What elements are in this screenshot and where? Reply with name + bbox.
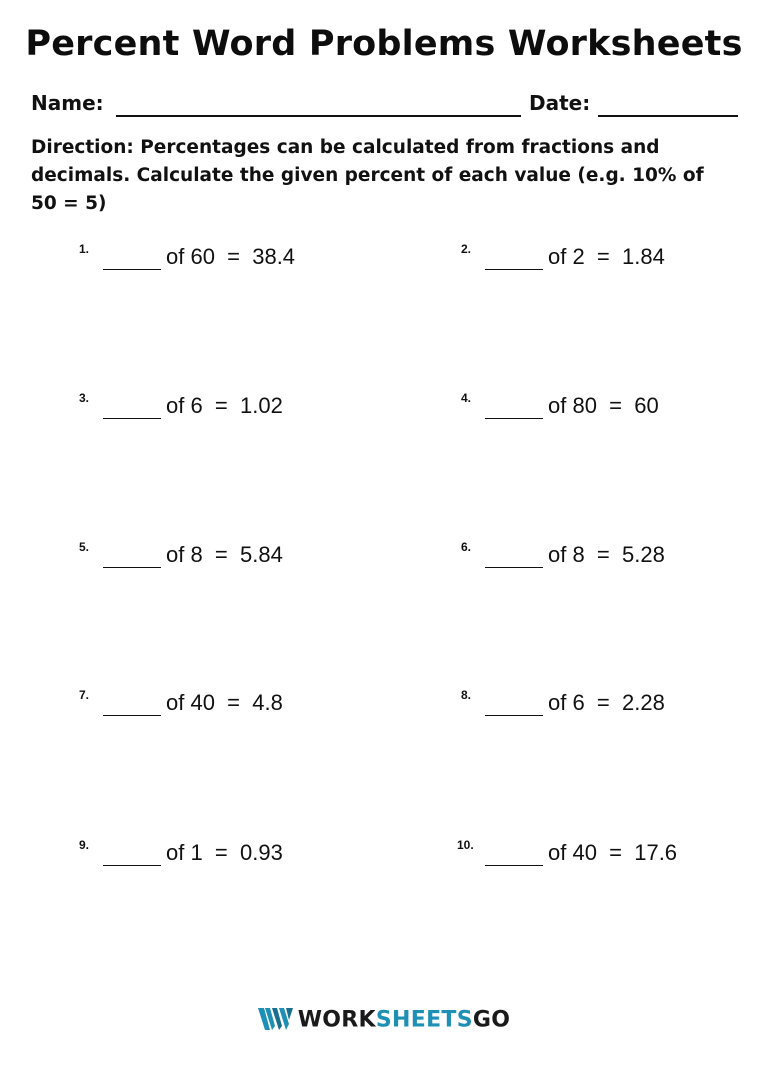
- problem-item: [457, 838, 761, 878]
- date-field[interactable]: [598, 115, 738, 117]
- problem-number: 5.: [79, 540, 90, 554]
- answer-blank[interactable]: [103, 865, 161, 866]
- brand-text-sheets: SHEETS: [375, 1007, 473, 1033]
- problem-expression: of 6 = 2.28: [548, 690, 665, 715]
- problem-item: [461, 391, 761, 431]
- problem-expression: of 8 = 5.28: [548, 542, 665, 567]
- problem-number: 10.: [457, 838, 474, 852]
- problem-number: 7.: [79, 688, 90, 702]
- answer-blank[interactable]: [103, 567, 161, 568]
- problem-item: [79, 838, 379, 878]
- brand-text-go: GO: [472, 1007, 511, 1033]
- direction-text: Direction: Percentages can be calculated from fractions and decimals. Calculate the given percent of each value (e.g. 10% of 50 = 5): [31, 137, 704, 214]
- problem-number: 9.: [79, 838, 90, 852]
- answer-blank[interactable]: [485, 418, 543, 419]
- problem-expression: of 8 = 5.84: [166, 542, 283, 567]
- name-field[interactable]: [116, 115, 521, 117]
- brand-text-work: WORK: [297, 1007, 376, 1033]
- problem-item: [461, 540, 761, 580]
- problem-number: 3.: [79, 391, 90, 405]
- answer-blank[interactable]: [485, 715, 543, 716]
- problem-item: [79, 540, 379, 580]
- answer-blank[interactable]: [485, 567, 543, 568]
- problem-number: 1.: [79, 242, 90, 256]
- problem-number: 6.: [461, 540, 472, 554]
- worksheetsgo-logo-icon: [258, 1006, 294, 1034]
- problem-number: 4.: [461, 391, 472, 405]
- problem-expression: of 40 = 17.6: [548, 840, 678, 865]
- answer-blank[interactable]: [103, 418, 161, 419]
- problem-expression: of 80 = 60: [548, 393, 659, 418]
- problem-item: [79, 688, 379, 728]
- problem-expression: of 60 = 38.4: [166, 244, 296, 269]
- problem-item: [461, 242, 761, 282]
- problem-expression: of 40 = 4.8: [166, 690, 283, 715]
- problem-item: [461, 688, 761, 728]
- problem-item: [79, 242, 379, 282]
- name-label: Name:: [31, 91, 104, 115]
- answer-blank[interactable]: [485, 865, 543, 866]
- date-label: Date:: [529, 91, 591, 115]
- answer-blank[interactable]: [103, 715, 161, 716]
- name-date-row: [31, 91, 741, 119]
- footer-brand: [0, 1006, 768, 1034]
- problem-number: 2.: [461, 242, 472, 256]
- problem-item: [79, 391, 379, 431]
- answer-blank[interactable]: [485, 269, 543, 270]
- answer-blank[interactable]: [103, 269, 161, 270]
- problem-number: 8.: [461, 688, 472, 702]
- page-title: Percent Word Problems Worksheets: [25, 24, 743, 64]
- problem-expression: of 1 = 0.93: [166, 840, 283, 865]
- problem-expression: of 2 = 1.84: [548, 244, 665, 269]
- problem-expression: of 6 = 1.02: [166, 393, 283, 418]
